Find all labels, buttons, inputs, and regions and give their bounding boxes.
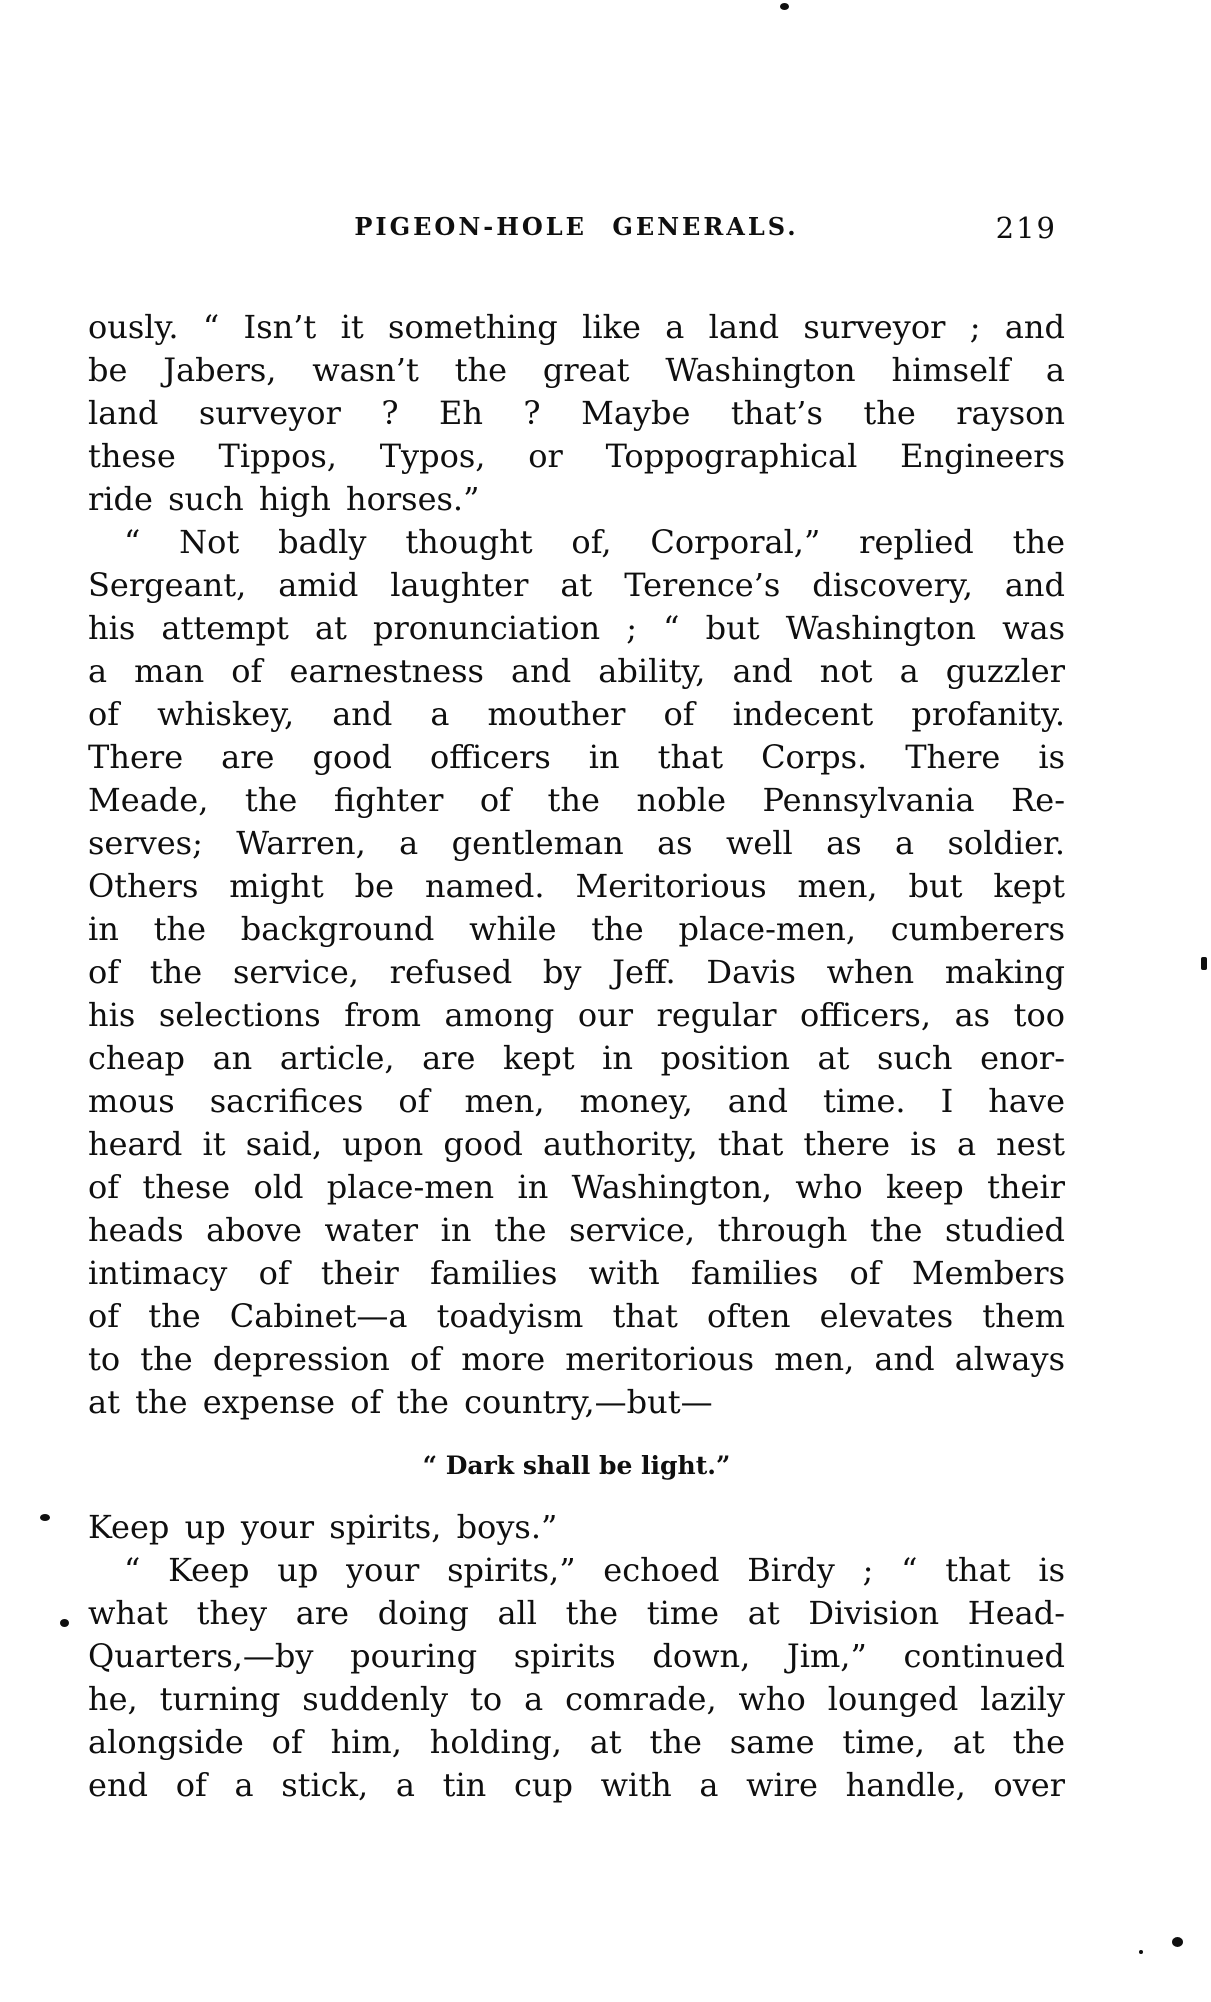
- text-line: Sergeant, amid laughter at Terence’s discovery, and: [88, 566, 1065, 604]
- ink-speck: [60, 1619, 69, 1627]
- text-line: be Jabers, wasn’t the great Washington himself a: [88, 351, 1065, 389]
- text-line: of the service, refused by Jeff. Davis when making: [88, 953, 1065, 991]
- text-line: his selections from among our regular officers, as too: [88, 996, 1065, 1034]
- paragraph: [88, 1506, 1065, 1549]
- running-head: [88, 210, 1065, 250]
- paragraph: [88, 1549, 1065, 1807]
- text-line: Keep up your spirits, boys.”: [88, 1508, 558, 1546]
- page-body: [88, 306, 1065, 1807]
- text-line: what they are doing all the time at Division Head-: [88, 1594, 1065, 1632]
- text-line: his attempt at pronunciation ; “ but Washington was: [88, 609, 1065, 647]
- ink-speck: [1172, 1937, 1183, 1947]
- text-line: he, turning suddenly to a comrade, who lounged lazily: [88, 1680, 1065, 1718]
- text-line: intimacy of their families with families of Members: [88, 1254, 1065, 1292]
- text-line: in the background while the place-men, cumberers: [88, 910, 1065, 948]
- text-line: cheap an article, are kept in position at such enor-: [88, 1039, 1065, 1077]
- text-line: Quarters,—by pouring spirits down, Jim,” continued: [88, 1637, 1065, 1675]
- text-line: There are good officers in that Corps. There is: [88, 738, 1065, 776]
- text-line: end of a stick, a tin cup with a wire handle, over: [88, 1766, 1065, 1804]
- text-line: at the expense of the country,—but—: [88, 1383, 713, 1421]
- ink-speck: [40, 1514, 50, 1521]
- text-line: “ Keep up your spirits,” echoed Birdy ; “ that is: [124, 1551, 1065, 1589]
- paragraph: [88, 521, 1065, 1424]
- text-line: Meade, the fighter of the noble Pennsylvania Re-: [88, 781, 1065, 819]
- paragraph: [88, 306, 1065, 521]
- text-line: mous sacrifices of men, money, and time. I have: [88, 1082, 1065, 1120]
- page-title: PIGEON-HOLE GENERALS.: [354, 212, 799, 241]
- text-line: heard it said, upon good authority, that there is a nest: [88, 1125, 1065, 1163]
- text-line: “ Not badly thought of, Corporal,” replied the: [124, 523, 1065, 561]
- text-line: alongside of him, holding, at the same time, at the: [88, 1723, 1065, 1761]
- text-line: to the depression of more meritorious men, and always: [88, 1340, 1065, 1378]
- text-line: of these old place-men in Washington, who keep their: [88, 1168, 1065, 1206]
- ink-speck: [1139, 1950, 1143, 1954]
- text-line: serves; Warren, a gentleman as well as a soldier.: [88, 824, 1065, 862]
- ink-speck: [1201, 957, 1207, 970]
- verse-quote: [88, 1452, 1065, 1479]
- text-line: Others might be named. Meritorious men, but kept: [88, 867, 1065, 905]
- page-number: 219: [995, 211, 1057, 245]
- text-line: land surveyor ? Eh ? Maybe that’s the rayson: [88, 394, 1065, 432]
- text-line: ride such high horses.”: [88, 480, 480, 518]
- text-line: these Tippos, Typos, or Toppographical Engineers: [88, 437, 1065, 475]
- ink-speck: [780, 3, 789, 10]
- text-line: “ Dark shall be light.”: [422, 1451, 731, 1480]
- text-line: heads above water in the service, through the studied: [88, 1211, 1065, 1249]
- text-line: ously. “ Isn’t it something like a land surveyor ; and: [88, 308, 1065, 346]
- text-line: of the Cabinet—a toadyism that often elevates them: [88, 1297, 1065, 1335]
- text-line: a man of earnestness and ability, and not a guzzler: [88, 652, 1065, 690]
- text-line: of whiskey, and a mouther of indecent profanity.: [88, 695, 1065, 733]
